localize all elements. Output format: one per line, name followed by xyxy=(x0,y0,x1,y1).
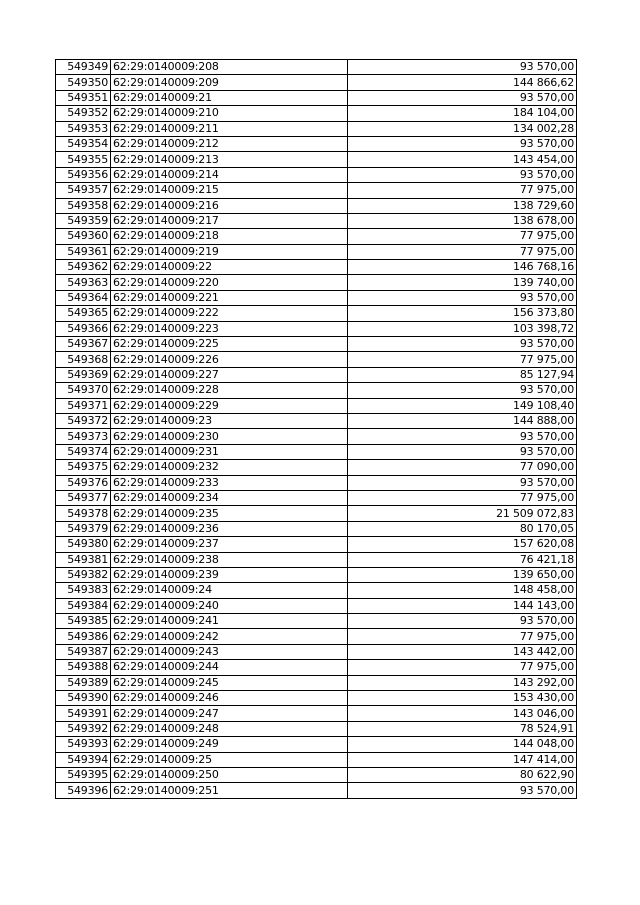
table-row xyxy=(56,552,577,567)
cadastral-number-cell: 62:29:0140009:21 xyxy=(111,90,348,105)
table-row xyxy=(56,167,577,182)
table-row xyxy=(56,90,577,105)
cadastral-number-cell: 62:29:0140009:214 xyxy=(111,167,348,182)
row-id-cell: 549372 xyxy=(56,413,111,428)
row-id-cell: 549380 xyxy=(56,537,111,552)
table-row xyxy=(56,767,577,782)
cadastral-number-cell: 62:29:0140009:223 xyxy=(111,321,348,336)
row-id-cell: 549357 xyxy=(56,183,111,198)
table-row xyxy=(56,629,577,644)
table-row xyxy=(56,367,577,382)
cadastral-number-cell: 62:29:0140009:221 xyxy=(111,290,348,305)
table-row xyxy=(56,506,577,521)
value-cell: 85 127,94 xyxy=(348,367,577,382)
value-cell: 138 678,00 xyxy=(348,213,577,228)
row-id-cell: 549386 xyxy=(56,629,111,644)
row-id-cell: 549365 xyxy=(56,306,111,321)
value-cell: 80 170,05 xyxy=(348,521,577,536)
row-id-cell: 549374 xyxy=(56,444,111,459)
cadastral-number-cell: 62:29:0140009:212 xyxy=(111,136,348,151)
cadastral-number-cell: 62:29:0140009:231 xyxy=(111,444,348,459)
row-id-cell: 549381 xyxy=(56,552,111,567)
row-id-cell: 549367 xyxy=(56,337,111,352)
table-row xyxy=(56,706,577,721)
value-cell: 184 104,00 xyxy=(348,106,577,121)
row-id-cell: 549362 xyxy=(56,260,111,275)
table-row xyxy=(56,644,577,659)
cadastral-number-cell: 62:29:0140009:243 xyxy=(111,644,348,659)
table-body xyxy=(56,60,577,799)
row-id-cell: 549368 xyxy=(56,352,111,367)
row-id-cell: 549361 xyxy=(56,244,111,259)
cadastral-number-cell: 62:29:0140009:242 xyxy=(111,629,348,644)
value-cell: 93 570,00 xyxy=(348,136,577,151)
row-id-cell: 549360 xyxy=(56,229,111,244)
table-row xyxy=(56,290,577,305)
value-cell: 134 002,28 xyxy=(348,121,577,136)
row-id-cell: 549392 xyxy=(56,721,111,736)
row-id-cell: 549378 xyxy=(56,506,111,521)
cadastral-number-cell: 62:29:0140009:235 xyxy=(111,506,348,521)
table-row xyxy=(56,321,577,336)
row-id-cell: 549371 xyxy=(56,398,111,413)
cadastral-number-cell: 62:29:0140009:245 xyxy=(111,675,348,690)
row-id-cell: 549385 xyxy=(56,614,111,629)
row-id-cell: 549394 xyxy=(56,752,111,767)
table-row xyxy=(56,229,577,244)
value-cell: 153 430,00 xyxy=(348,691,577,706)
row-id-cell: 549375 xyxy=(56,460,111,475)
cadastral-number-cell: 62:29:0140009:22 xyxy=(111,260,348,275)
row-id-cell: 549364 xyxy=(56,290,111,305)
table-row xyxy=(56,275,577,290)
value-cell: 144 866,62 xyxy=(348,75,577,90)
table-row xyxy=(56,567,577,582)
table-row xyxy=(56,583,577,598)
value-cell: 93 570,00 xyxy=(348,290,577,305)
row-id-cell: 549356 xyxy=(56,167,111,182)
row-id-cell: 549351 xyxy=(56,90,111,105)
value-cell: 77 975,00 xyxy=(348,660,577,675)
value-cell: 93 570,00 xyxy=(348,90,577,105)
value-cell: 143 292,00 xyxy=(348,675,577,690)
row-id-cell: 549389 xyxy=(56,675,111,690)
table-row xyxy=(56,660,577,675)
table-row xyxy=(56,752,577,767)
table-row xyxy=(56,521,577,536)
table-row xyxy=(56,152,577,167)
table-row xyxy=(56,106,577,121)
table-row xyxy=(56,721,577,736)
cadastral-number-cell: 62:29:0140009:247 xyxy=(111,706,348,721)
cadastral-number-cell: 62:29:0140009:229 xyxy=(111,398,348,413)
cadastral-number-cell: 62:29:0140009:219 xyxy=(111,244,348,259)
table-row xyxy=(56,121,577,136)
table-row xyxy=(56,444,577,459)
cadastral-number-cell: 62:29:0140009:24 xyxy=(111,583,348,598)
table-row xyxy=(56,429,577,444)
cadastral-number-cell: 62:29:0140009:249 xyxy=(111,737,348,752)
cadastral-number-cell: 62:29:0140009:25 xyxy=(111,752,348,767)
value-cell: 77 975,00 xyxy=(348,629,577,644)
value-cell: 139 740,00 xyxy=(348,275,577,290)
cadastral-number-cell: 62:29:0140009:236 xyxy=(111,521,348,536)
cadastral-number-cell: 62:29:0140009:220 xyxy=(111,275,348,290)
cadastral-number-cell: 62:29:0140009:225 xyxy=(111,337,348,352)
row-id-cell: 549390 xyxy=(56,691,111,706)
table-row xyxy=(56,337,577,352)
table-row xyxy=(56,598,577,613)
row-id-cell: 549395 xyxy=(56,767,111,782)
cadastral-number-cell: 62:29:0140009:239 xyxy=(111,567,348,582)
row-id-cell: 549382 xyxy=(56,567,111,582)
cadastral-number-cell: 62:29:0140009:217 xyxy=(111,213,348,228)
table-row xyxy=(56,244,577,259)
cadastral-number-cell: 62:29:0140009:250 xyxy=(111,767,348,782)
cadastral-number-cell: 62:29:0140009:213 xyxy=(111,152,348,167)
row-id-cell: 549373 xyxy=(56,429,111,444)
value-cell: 93 570,00 xyxy=(348,444,577,459)
row-id-cell: 549370 xyxy=(56,383,111,398)
table-row xyxy=(56,691,577,706)
value-cell: 144 143,00 xyxy=(348,598,577,613)
cadastral-number-cell: 62:29:0140009:208 xyxy=(111,60,348,75)
value-cell: 77 975,00 xyxy=(348,229,577,244)
value-cell: 93 570,00 xyxy=(348,167,577,182)
value-cell: 144 048,00 xyxy=(348,737,577,752)
row-id-cell: 549355 xyxy=(56,152,111,167)
cadastral-number-cell: 62:29:0140009:215 xyxy=(111,183,348,198)
cadastral-number-cell: 62:29:0140009:246 xyxy=(111,691,348,706)
value-cell: 77 975,00 xyxy=(348,490,577,505)
table-row xyxy=(56,306,577,321)
row-id-cell: 549396 xyxy=(56,783,111,798)
value-cell: 156 373,80 xyxy=(348,306,577,321)
value-cell: 149 108,40 xyxy=(348,398,577,413)
table-row xyxy=(56,198,577,213)
value-cell: 146 768,16 xyxy=(348,260,577,275)
value-cell: 157 620,08 xyxy=(348,537,577,552)
row-id-cell: 549363 xyxy=(56,275,111,290)
value-cell: 93 570,00 xyxy=(348,60,577,75)
table-row xyxy=(56,475,577,490)
value-cell: 77 975,00 xyxy=(348,352,577,367)
value-cell: 76 421,18 xyxy=(348,552,577,567)
table-row xyxy=(56,260,577,275)
table-row xyxy=(56,413,577,428)
cadastral-number-cell: 62:29:0140009:222 xyxy=(111,306,348,321)
value-cell: 78 524,91 xyxy=(348,721,577,736)
table-row xyxy=(56,383,577,398)
value-cell: 93 570,00 xyxy=(348,475,577,490)
row-id-cell: 549377 xyxy=(56,490,111,505)
value-cell: 93 570,00 xyxy=(348,383,577,398)
cadastral-number-cell: 62:29:0140009:211 xyxy=(111,121,348,136)
table-row xyxy=(56,783,577,798)
cadastral-number-cell: 62:29:0140009:244 xyxy=(111,660,348,675)
table-row xyxy=(56,614,577,629)
cadastral-number-cell: 62:29:0140009:210 xyxy=(111,106,348,121)
row-id-cell: 549353 xyxy=(56,121,111,136)
cadastral-number-cell: 62:29:0140009:216 xyxy=(111,198,348,213)
row-id-cell: 549379 xyxy=(56,521,111,536)
value-cell: 93 570,00 xyxy=(348,429,577,444)
table-row xyxy=(56,398,577,413)
table-row xyxy=(56,537,577,552)
row-id-cell: 549387 xyxy=(56,644,111,659)
cadastral-number-cell: 62:29:0140009:226 xyxy=(111,352,348,367)
row-id-cell: 549350 xyxy=(56,75,111,90)
cadastral-number-cell: 62:29:0140009:240 xyxy=(111,598,348,613)
value-cell: 143 442,00 xyxy=(348,644,577,659)
value-cell: 80 622,90 xyxy=(348,767,577,782)
row-id-cell: 549359 xyxy=(56,213,111,228)
row-id-cell: 549383 xyxy=(56,583,111,598)
cadastral-number-cell: 62:29:0140009:230 xyxy=(111,429,348,444)
cadastral-number-cell: 62:29:0140009:241 xyxy=(111,614,348,629)
value-cell: 77 090,00 xyxy=(348,460,577,475)
cadastral-number-cell: 62:29:0140009:251 xyxy=(111,783,348,798)
row-id-cell: 549376 xyxy=(56,475,111,490)
value-cell: 139 650,00 xyxy=(348,567,577,582)
value-cell: 148 458,00 xyxy=(348,583,577,598)
row-id-cell: 549391 xyxy=(56,706,111,721)
row-id-cell: 549366 xyxy=(56,321,111,336)
row-id-cell: 549393 xyxy=(56,737,111,752)
value-cell: 77 975,00 xyxy=(348,244,577,259)
row-id-cell: 549358 xyxy=(56,198,111,213)
table-row xyxy=(56,183,577,198)
row-id-cell: 549384 xyxy=(56,598,111,613)
table-row xyxy=(56,490,577,505)
row-id-cell: 549354 xyxy=(56,136,111,151)
value-cell: 93 570,00 xyxy=(348,614,577,629)
table-row xyxy=(56,60,577,75)
cadastral-number-cell: 62:29:0140009:23 xyxy=(111,413,348,428)
cadastral-number-cell: 62:29:0140009:233 xyxy=(111,475,348,490)
table-row xyxy=(56,675,577,690)
row-id-cell: 549369 xyxy=(56,367,111,382)
table-row xyxy=(56,460,577,475)
value-cell: 93 570,00 xyxy=(348,783,577,798)
table-row xyxy=(56,75,577,90)
value-cell: 21 509 072,83 xyxy=(348,506,577,521)
table-row xyxy=(56,213,577,228)
value-cell: 143 046,00 xyxy=(348,706,577,721)
cadastral-number-cell: 62:29:0140009:218 xyxy=(111,229,348,244)
cadastral-number-cell: 62:29:0140009:232 xyxy=(111,460,348,475)
value-cell: 143 454,00 xyxy=(348,152,577,167)
value-cell: 138 729,60 xyxy=(348,198,577,213)
value-cell: 93 570,00 xyxy=(348,337,577,352)
table-row xyxy=(56,352,577,367)
row-id-cell: 549349 xyxy=(56,60,111,75)
table-row xyxy=(56,136,577,151)
cadastral-number-cell: 62:29:0140009:227 xyxy=(111,367,348,382)
cadastral-value-table xyxy=(55,59,577,799)
cadastral-number-cell: 62:29:0140009:238 xyxy=(111,552,348,567)
value-cell: 103 398,72 xyxy=(348,321,577,336)
cadastral-number-cell: 62:29:0140009:228 xyxy=(111,383,348,398)
cadastral-number-cell: 62:29:0140009:234 xyxy=(111,490,348,505)
value-cell: 77 975,00 xyxy=(348,183,577,198)
cadastral-number-cell: 62:29:0140009:248 xyxy=(111,721,348,736)
cadastral-number-cell: 62:29:0140009:209 xyxy=(111,75,348,90)
row-id-cell: 549388 xyxy=(56,660,111,675)
table-row xyxy=(56,737,577,752)
row-id-cell: 549352 xyxy=(56,106,111,121)
value-cell: 144 888,00 xyxy=(348,413,577,428)
cadastral-number-cell: 62:29:0140009:237 xyxy=(111,537,348,552)
value-cell: 147 414,00 xyxy=(348,752,577,767)
